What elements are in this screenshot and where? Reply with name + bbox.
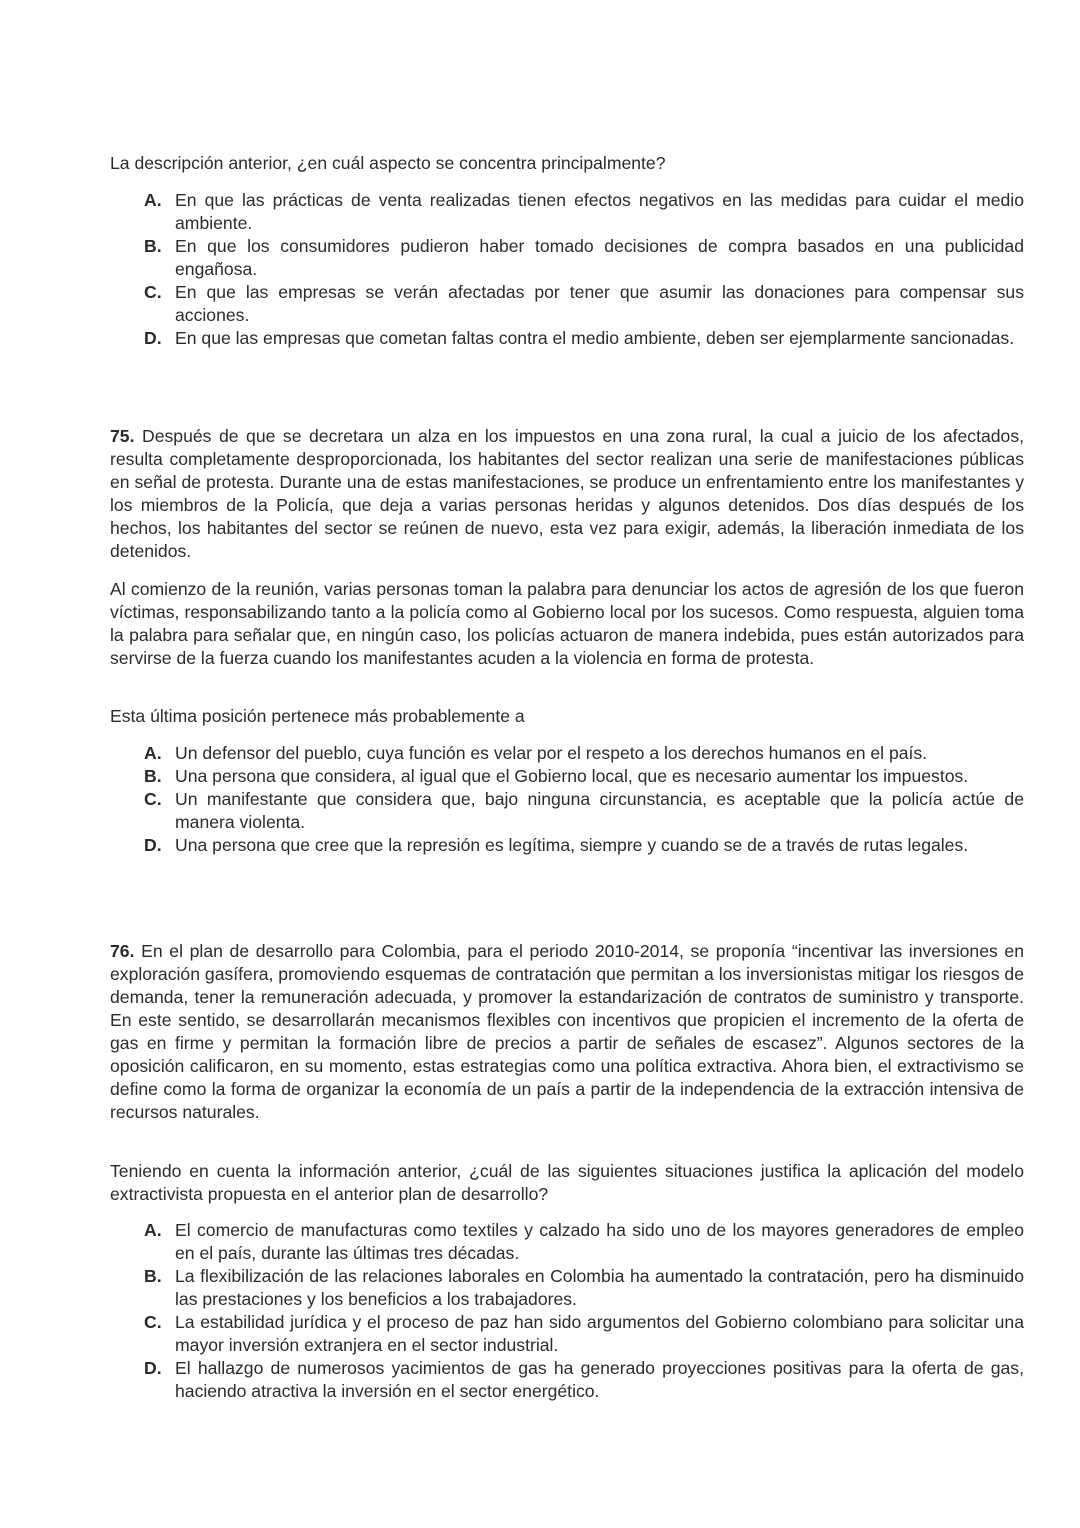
option-letter: D. bbox=[144, 1358, 162, 1378]
q75-paragraph-2: Al comienzo de la reunión, varias personas toman la palabra para denunciar los actos de agresión de los que fueron víctimas, responsabilizando tanto a la policía como al Gobierno local por los sucesos. Como respuesta, alguien toma la palabra para señalar que, en ningún caso, los policías actuaron de manera indebida, pues están autorizados para servirse de la fuerza cuando los manifestantes acuden a la violencia en forma de protesta. bbox=[110, 579, 1024, 668]
q75-paragraph-1 bbox=[110, 425, 1024, 563]
option-text: El comercio de manufacturas como textiles y calzado ha sido uno de los mayores generadores de empleo en el país, durante las últimas tres décadas. bbox=[175, 1220, 1024, 1263]
option-text: En que las prácticas de venta realizadas tienen efectos negativos en las medidas para cuidar el medio ambiente. bbox=[175, 190, 1024, 233]
q74-option-d bbox=[110, 327, 1024, 350]
option-letter: D. bbox=[144, 835, 162, 855]
option-text: El hallazgo de numerosos yacimientos de gas ha generado proyecciones positivas para la oferta de gas, haciendo atractiva la inversión en el sector energético. bbox=[175, 1358, 1024, 1401]
option-text: Un defensor del pueblo, cuya función es velar por el respeto a los derechos humanos en el país. bbox=[175, 743, 928, 763]
option-text: Un manifestante que considera que, bajo ninguna circunstancia, es aceptable que la policía actúe de manera violenta. bbox=[175, 789, 1024, 832]
q76-text: En el plan de desarrollo para Colombia, para el periodo 2010-2014, se proponía “incentivar las inversiones en exploración gasífera, promoviendo esquemas de contratación que permitan a los inversionistas mitigar los riesgos de demanda, tener la remuneración adecuada, y promover la estandarización de contratos de suministro y transporte. En este sentido, se desarrollarán mecanismos flexibles con incentivos que propicien el incremento de la oferta de gas en firme y permitan la formación libre de precios a partir de señales de escasez”. Algunos sectores de la oposición calificaron, en su momento, estas estrategias como una política extractiva. Ahora bien, el extractivismo se define como la forma de organizar la economía de un país a partir de la independencia de la extracción intensiva de recursos naturales. bbox=[110, 941, 1024, 1122]
option-text: Una persona que cree que la represión es legítima, siempre y cuando se de a través de rutas legales. bbox=[175, 835, 969, 855]
q76-number: 76. bbox=[110, 941, 135, 961]
q75-stem: Esta última posición pertenece más probablemente a bbox=[110, 706, 525, 726]
option-letter: C. bbox=[144, 282, 162, 302]
q76-option-b bbox=[110, 1265, 1024, 1311]
q75-option-d bbox=[110, 834, 1024, 857]
q74-option-a bbox=[110, 189, 1024, 235]
option-letter: C. bbox=[144, 789, 162, 809]
q75-option-a bbox=[110, 742, 1024, 765]
option-letter: D. bbox=[144, 328, 162, 348]
q75-options bbox=[110, 742, 1024, 857]
option-text: En que los consumidores pudieron haber tomado decisiones de compra basados en una publicidad engañosa. bbox=[175, 236, 1024, 279]
q75-number: 75. bbox=[110, 426, 135, 446]
q74-stem: La descripción anterior, ¿en cuál aspecto se concentra principalmente? bbox=[110, 153, 666, 173]
q75-text: Después de que se decretara un alza en los impuestos en una zona rural, la cual a juicio de los afectados, resulta completamente desproporcionada, los habitantes del sector realizan una serie de manifestaciones públicas en señal de protesta. Durante una de estas manifestaciones, se produce un enfrentamiento entre los manifestantes y los miembros de la Policía, que deja a varias personas heridas y algunos detenidos. Dos días después de los hechos, los habitantes del sector se reúnen de nuevo, esta vez para exigir, además, la liberación inmediata de los detenidos. bbox=[110, 426, 1025, 561]
q74-options bbox=[110, 189, 1024, 350]
option-letter: A. bbox=[144, 1220, 162, 1240]
option-text: Una persona que considera, al igual que el Gobierno local, que es necesario aumentar los impuestos. bbox=[175, 766, 969, 786]
option-letter: B. bbox=[144, 1266, 162, 1286]
option-letter: A. bbox=[144, 190, 162, 210]
option-letter: A. bbox=[144, 743, 162, 763]
q76-option-c bbox=[110, 1311, 1024, 1357]
q76-option-d bbox=[110, 1357, 1024, 1403]
q75-option-c bbox=[110, 788, 1024, 834]
q74-option-b bbox=[110, 235, 1024, 281]
option-letter: B. bbox=[144, 766, 162, 786]
q76-option-a bbox=[110, 1219, 1024, 1265]
q76-stem: Teniendo en cuenta la información anterior, ¿cuál de las siguientes situaciones justifica la aplicación del modelo extractivista propuesta en el anterior plan de desarrollo? bbox=[110, 1161, 1024, 1204]
option-text: En que las empresas se verán afectadas por tener que asumir las donaciones para compensar sus acciones. bbox=[175, 282, 1024, 325]
q74-option-c bbox=[110, 281, 1024, 327]
q76-paragraph-1 bbox=[110, 940, 1024, 1124]
option-text: En que las empresas que cometan faltas contra el medio ambiente, deben ser ejemplarmente sancionadas. bbox=[175, 328, 1015, 348]
option-text: La flexibilización de las relaciones laborales en Colombia ha aumentado la contratación, pero ha disminuido las prestaciones y los beneficios a los trabajadores. bbox=[175, 1266, 1024, 1309]
option-letter: B. bbox=[144, 236, 162, 256]
option-letter: C. bbox=[144, 1312, 162, 1332]
q75-option-b bbox=[110, 765, 1024, 788]
option-text: La estabilidad jurídica y el proceso de paz han sido argumentos del Gobierno colombiano para solicitar una mayor inversión extranjera en el sector industrial. bbox=[175, 1312, 1024, 1355]
q76-options bbox=[110, 1219, 1024, 1403]
